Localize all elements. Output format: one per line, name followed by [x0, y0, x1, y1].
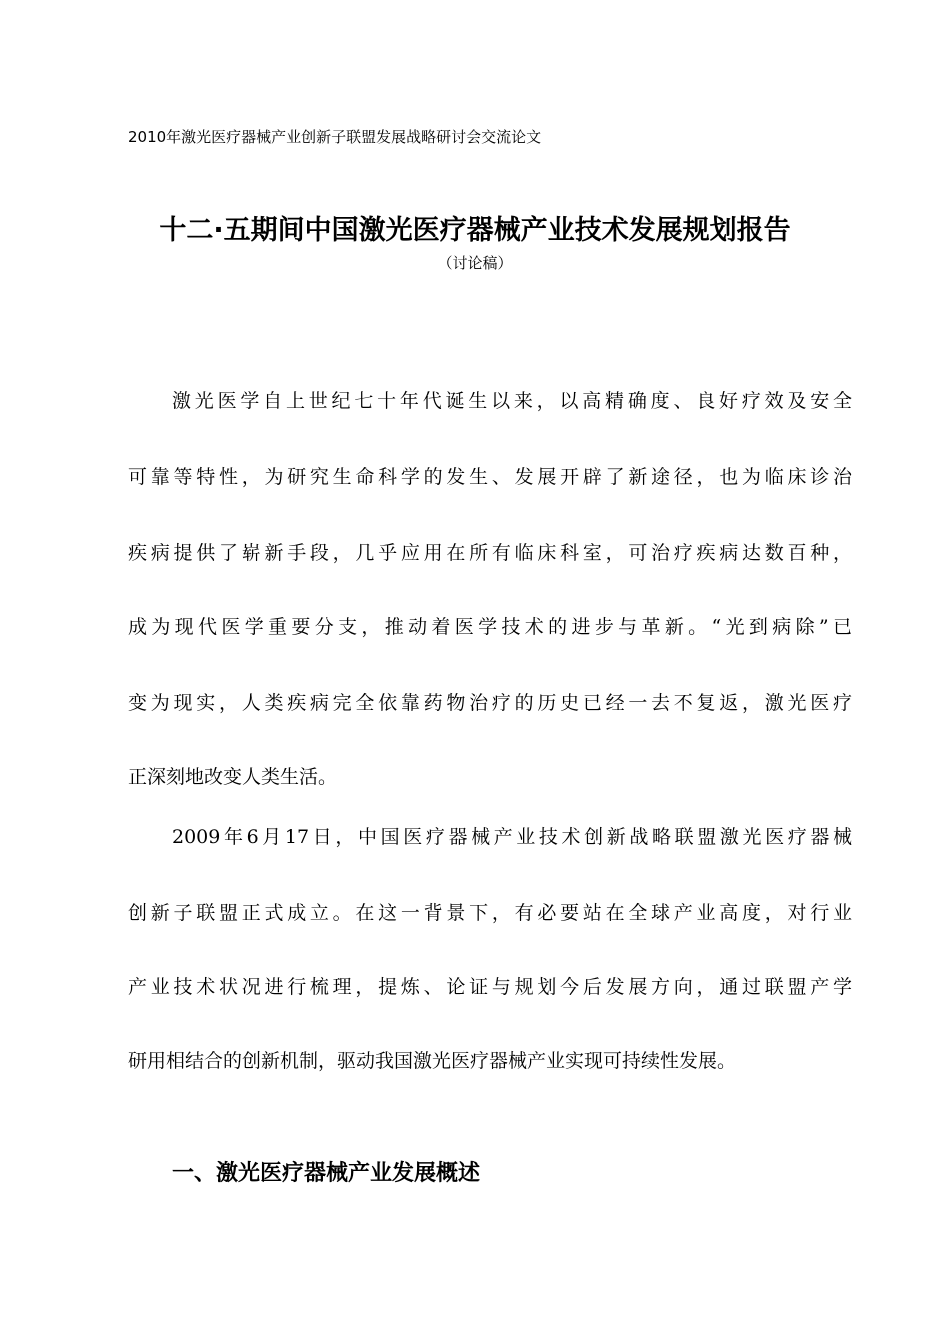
section-heading: 一、激光医疗器械产业发展概述 [172, 1161, 481, 1186]
paragraph-1-line-5: 变为现实，人类疾病完全依靠药物治疗的历史已经一去不复返，激光医疗 [128, 692, 852, 714]
paragraph-2-line-4: 研用相结合的创新机制，驱动我国激光医疗器械产业实现可持续性发展。 [128, 1050, 737, 1072]
paragraph-1-line-6: 正深刻地改变人类生活。 [128, 766, 338, 788]
paragraph-2-line-3: 产业技术状况进行梳理，提炼、论证与规划今后发展方向，通过联盟产学 [128, 976, 852, 998]
paragraph-2-line-1: 2009年6月17日，中国医疗器械产业技术创新战略联盟激光医疗器械 [172, 826, 852, 848]
conference-note: 2010年激光医疗器械产业创新子联盟发展战略研讨会交流论文 [128, 128, 542, 146]
paragraph-1-line-2: 可靠等特性，为研究生命科学的发生、发展开辟了新途径，也为临床诊治 [128, 466, 852, 488]
document-title: 十二·五期间中国激光医疗器械产业技术发展规划报告 [159, 215, 791, 246]
document-subtitle: （讨论稿） [437, 254, 513, 272]
paragraph-1-line-4: 成为现代医学重要分支，推动着医学技术的进步与革新。“光到病除”已 [128, 616, 852, 638]
paragraph-2-line-2: 创新子联盟正式成立。在这一背景下，有必要站在全球产业高度，对行业 [128, 902, 852, 924]
paragraph-1-line-1: 激光医学自上世纪七十年代诞生以来，以高精确度、良好疗效及安全 [172, 390, 852, 412]
paragraph-1-line-3: 疾病提供了崭新手段，几乎应用在所有临床科室，可治疗疾病达数百种， [128, 542, 852, 564]
